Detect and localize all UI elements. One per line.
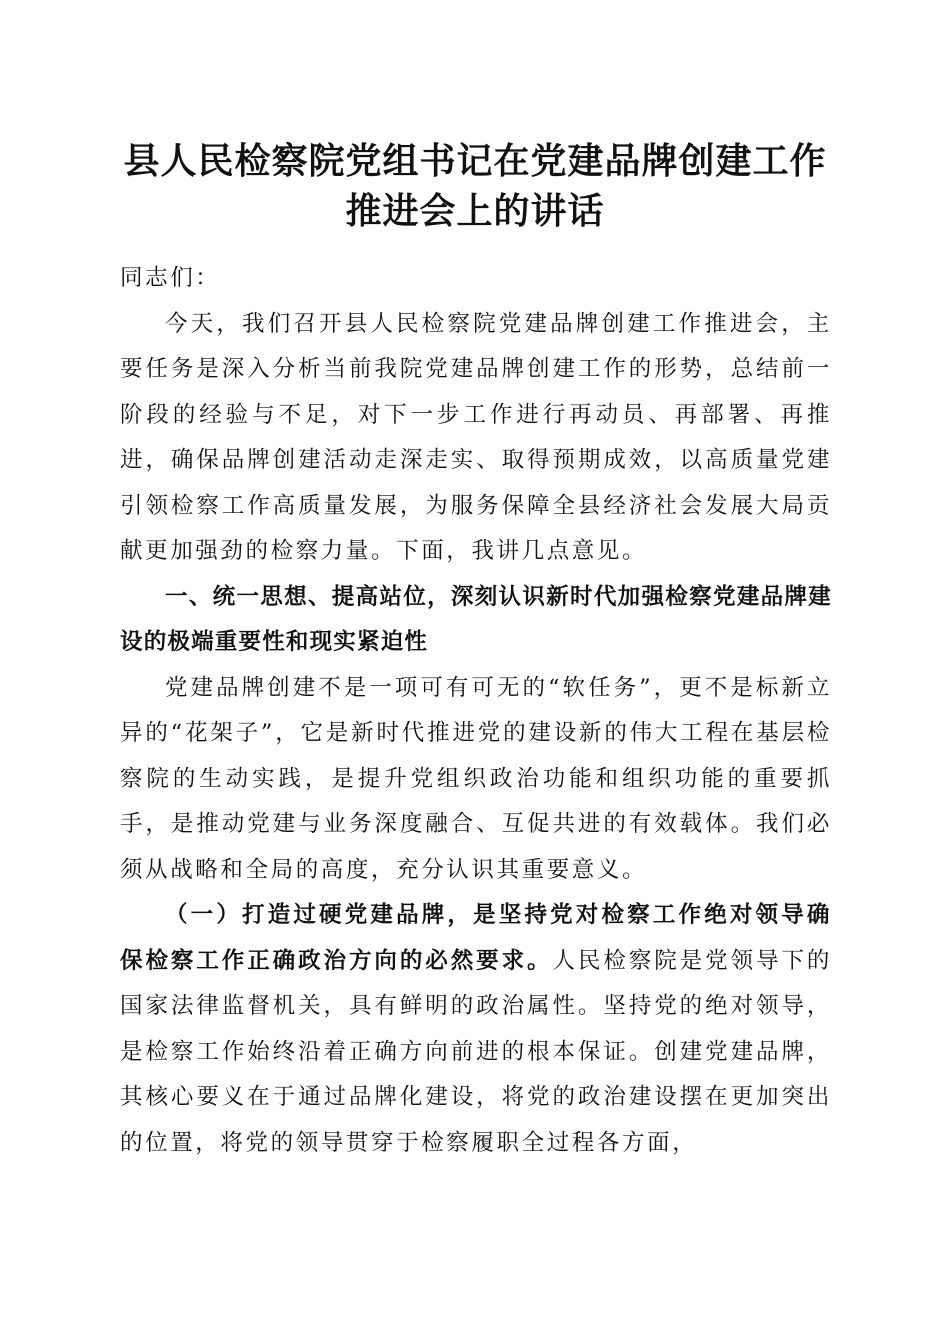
greeting: 同志们： <box>120 265 221 291</box>
document-title: 县人民检察院党组书记在党建品牌创建工作推进会上的讲话 <box>123 140 827 232</box>
intro-paragraph: 今天，我们召开县人民检察院党建品牌创建工作推进会，主要任务是深入分析当前我院党建品牌创建工作的形势，总结前一阶段的经验与不足，对下一步工作进行再动员、再部署、再推进，确保品牌创建活动走深走实、取得预期成效，以高质量党建引领检察工作高质量发展，为服务保障全县经济社会发展大局贡献更加强劲的检察力量。下面，我讲几点意见。 <box>120 310 832 564</box>
section-1-paragraph: 党建品牌创建不是一项可有可无的“软任务”，更不是标新立异的“花架子”，它是新时代推进党的建设新的伟大工程在基层检察院的生动实践，是提升党组织政治功能和组织功能的重要抓手，是推动党建与业务深度融合、互促共进的有效载体。我们必须从战略和全局的高度，充分认识其重要意义。 <box>120 674 832 883</box>
document-body <box>120 256 832 1166</box>
subsection-1-text: 人民检察院是党领导下的国家法律监督机关，具有鲜明的政治属性。坚持党的绝对领导，是检察工作始终沿着正确方向前进的根本保证。创建党建品牌，其核心要义在于通过品牌化建设，将党的政治建设摆在更加突出的位置，将党的领导贯穿于检察履职全过程各方面， <box>120 947 833 1156</box>
subsection-1-heading: （一）打造过硬党建品牌，是坚持党对检察工作绝对领导确保检察工作正确政治方向的必然要求。 <box>120 902 832 974</box>
section-1-heading: 一、统一思想、提高站位，深刻认识新时代加强检察党建品牌建设的极端重要性和现实紧迫性 <box>120 583 832 655</box>
subsection-1-paragraph <box>120 893 832 1166</box>
